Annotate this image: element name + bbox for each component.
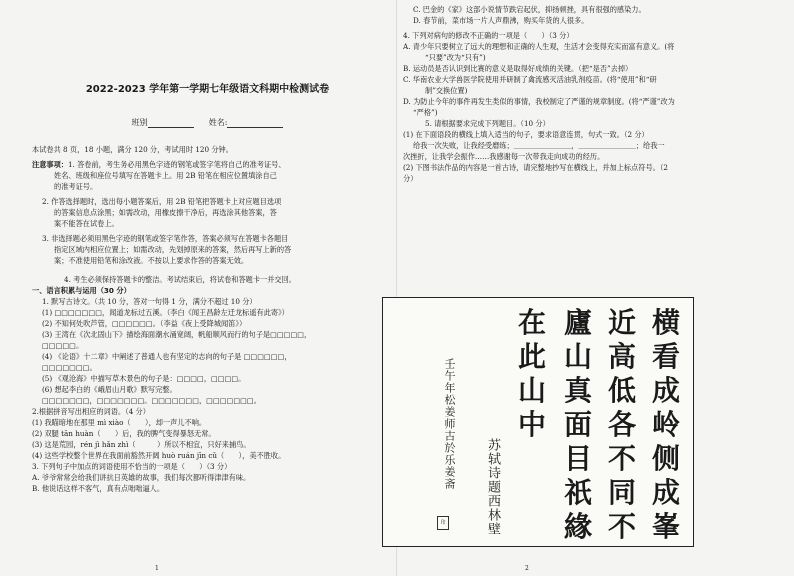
calligraphy-char: 此 bbox=[517, 340, 546, 373]
question-3: 3. 下列句子中加点的词语使用不恰当的一项是（ ）（3 分） bbox=[32, 462, 232, 471]
q1-item: (1) □□□□□□□，闻道龙标过五溪。（李白《闻王昌龄左迁龙标遥有此寄》） bbox=[42, 308, 289, 317]
calligraphy-char: 同 bbox=[607, 476, 636, 509]
calligraphy-column bbox=[557, 306, 599, 544]
calligraphy-column bbox=[511, 306, 553, 442]
student-info bbox=[32, 117, 383, 128]
exam-title: 2022-2023 学年第一学期七年级语文科期中检测试卷 bbox=[85, 84, 330, 95]
q3-option: A. 爷爷常常会给我们讲抗日英雄的故事，我们每次都听得津津有味。 bbox=[32, 473, 251, 482]
option-line: D. 春节前，菜市场一片人声鼎沸，购买年货的人很多。 bbox=[413, 16, 589, 25]
calligraphy-char: 山 bbox=[517, 374, 546, 407]
question-2: 2.根据拼音写出相应的词语。（4 分） bbox=[32, 407, 150, 416]
calligraphy-char: 成 bbox=[651, 476, 680, 509]
calligraphy-char: 不 bbox=[607, 510, 636, 543]
q1-item: (2) 不知何处吹芦管，□□□□□□。（李益《夜上受降城闻笛》） bbox=[42, 319, 247, 328]
calligraphy-char: 各 bbox=[607, 408, 636, 441]
calligraphy-char: 緣 bbox=[563, 510, 592, 543]
q1-item: □□□□□。 bbox=[42, 341, 84, 350]
calligraphy-char: 不 bbox=[607, 442, 636, 475]
q1-item: □□□□□□□。 bbox=[42, 363, 97, 372]
name-label: 姓名: bbox=[208, 118, 228, 127]
q5-item: (1) 在下面语段的横线上填入适当的句子，要求语意连贯，句式一致。（2 分） bbox=[403, 130, 649, 139]
calligraphy-char: 祇 bbox=[563, 476, 592, 509]
option-line: B. 运动员是否认识到比赛的意义是取得好成绩的关键。（把“是否”去掉） bbox=[403, 64, 633, 73]
note-line: 指定区域内相应位置上；如需改动，先划掉原来的答案，然后再写上新的答 bbox=[54, 245, 292, 254]
q2-item: (2) 双腿 tān huàn（ ）后，我的脾气变得暴怒无常。 bbox=[32, 429, 216, 438]
note-line: 案不能答在试卷上。 bbox=[54, 219, 119, 228]
q1-item: □□□□□□□，□□□□□□□。□□□□□□□，□□□□□□□。 bbox=[42, 396, 261, 405]
calligraphy-char: 近 bbox=[607, 306, 636, 339]
q2-item: (3) 这是荒园，rén jì hǎn zhì（ ）所以不相宜，只好来捕鸟。 bbox=[32, 440, 251, 449]
calligraphy-char: 面 bbox=[563, 408, 592, 441]
note-line: 4. 考生必须保持答题卡的整洁。考试结束后，将试卷和答题卡一并交回。 bbox=[64, 275, 296, 284]
q5-item: (2) 下图书法作品的内容是一首古诗，请完整地抄写在横线上，并加上标点符号。（2 bbox=[403, 163, 669, 172]
q1-item: (4) 《论语》十二章》中阐述了普通人也有坚定的志向的句子是 □□□□□□， bbox=[42, 352, 292, 361]
calligraphy-char: 目 bbox=[563, 442, 592, 475]
option-line: C. 华南农业大学兽医学院使用并研制了禽流感灭活油乳剂疫苗。(将“使用”和“研 bbox=[403, 75, 657, 84]
calligraphy-char: 真 bbox=[563, 374, 592, 407]
name-blank[interactable] bbox=[227, 119, 283, 128]
calligraphy-char: 岭 bbox=[651, 408, 680, 441]
exam-info: 本试卷共 8 页，18 小题，满分 120 分，考试用时 120 分钟。 bbox=[32, 145, 233, 154]
note-line: 2. 作答选择题时，选出每小题答案后，用 2B 铅笔把答题卡上对应题目选项 bbox=[42, 197, 282, 206]
class-blank[interactable] bbox=[148, 119, 194, 128]
option-line: “严格”) bbox=[413, 108, 438, 117]
question-4: 4. 下列对病句的修改不正确的一项是（ ）（3 分） bbox=[403, 31, 574, 40]
calligraphy-char: 成 bbox=[651, 374, 680, 407]
note-line: 姓名、班级和座位号填写在答题卡上。用 2B 铅笔在相应位置填涂自己 bbox=[54, 171, 277, 180]
option-line: “只要”改为“只有”) bbox=[425, 53, 486, 62]
q5-fill-line: 次挫折，让我学会振作……我感谢每一次带我走向成功的经历。 bbox=[403, 152, 605, 161]
question-1: 1. 默写古诗文。（共 10 分，答对一句得 1 分，满分不超过 10 分） bbox=[42, 297, 257, 306]
calligraphy-image bbox=[382, 297, 694, 547]
calligraphy-char: 侧 bbox=[651, 442, 680, 475]
question-5: 5. 请根据要求完成下列题目。（10 分） bbox=[425, 119, 550, 128]
calligraphy-char: 在 bbox=[517, 306, 546, 339]
note-line: 的答案信息点涂黑；如需改动，用橡皮擦干净后，再选涂其他答案，答 bbox=[54, 208, 277, 217]
note-line: 案；不准使用铅笔和涂改液。不按以上要求作答的答案无效。 bbox=[54, 256, 249, 265]
q5-fill-line: 给我一次失败，让我经受磨练；＿＿＿＿＿＿＿＿，＿＿＿＿＿＿＿＿；给我一 bbox=[413, 141, 665, 150]
q5-item: 分） bbox=[403, 174, 418, 183]
calligraphy-char: 横 bbox=[651, 306, 680, 339]
note-line: 的准考证号。 bbox=[54, 182, 98, 191]
option-line: D. 为防止今年的事件再发生类似的事情，我校制定了严谨的规章制度。(将“严谨”改为 bbox=[403, 97, 675, 106]
calligraphy-column bbox=[645, 306, 687, 544]
note-line: 1. 答卷前，考生务必用黑色字迹的钢笔或签字笔将自己的准考证号、 bbox=[67, 160, 286, 169]
option-line: C. 巴金的《家》这部小说情节跌宕起伏，抑扬顿挫，具有很强的感染力。 bbox=[413, 5, 646, 14]
page-number: 2 bbox=[525, 565, 529, 572]
calligraphy-signature: 壬午年松姜师古於乐姜斋 bbox=[443, 358, 456, 490]
calligraphy-char: 峯 bbox=[651, 510, 680, 543]
calligraphy-column bbox=[601, 306, 643, 544]
notes-heading: 注意事项： bbox=[32, 160, 68, 169]
page-number: 1 bbox=[155, 565, 159, 572]
q2-item: (4) 这些学校整个世界在我面前豁然开阔 huò ruán jīn cǔ（ ），美不胜收。 bbox=[32, 451, 286, 460]
q3-option: B. 他说话这样不客气，真有点咄咄逼人。 bbox=[32, 484, 165, 493]
q1-item: (6) 想起李白的《峨眉山月歌》默写完整。 bbox=[42, 385, 177, 394]
calligraphy-char: 高 bbox=[607, 340, 636, 373]
q2-item: (1) 我瞄暗地在那里 mì xiào（ ），却一声儿不响。 bbox=[32, 418, 207, 427]
calligraphy-char: 低 bbox=[607, 374, 636, 407]
q1-item: (3) 王湾在《次北固山下》描绘海面潮水涌宽阔，帆船顺风而行的句子是□□□□□， bbox=[42, 330, 312, 339]
note-line: 3. 非选择题必须用黑色字迹的钢笔或签字笔作答，答案必须写在答题卡各题目 bbox=[42, 234, 289, 243]
calligraphy-char: 中 bbox=[517, 408, 546, 441]
option-line: A. 青少年只要树立了远大的理想和正确的人生观，生活才会变得充实而富有意义。(将 bbox=[403, 42, 675, 51]
q1-item: (5) 《观沧海》中描写草木景色的句子是：□□□□，□□□□。 bbox=[42, 374, 246, 383]
calligraphy-char: 看 bbox=[651, 340, 680, 373]
calligraphy-char: 廬 bbox=[563, 306, 592, 339]
calligraphy-inscription: 苏轼诗题西林壁 bbox=[485, 438, 500, 536]
seal-stamp: 印 bbox=[437, 516, 449, 530]
calligraphy-char: 山 bbox=[563, 340, 592, 373]
class-label: 班别 bbox=[131, 118, 148, 127]
option-line: 制”交换位置) bbox=[425, 86, 468, 95]
section-1-heading: 一、语言积累与运用（30 分） bbox=[32, 286, 131, 295]
